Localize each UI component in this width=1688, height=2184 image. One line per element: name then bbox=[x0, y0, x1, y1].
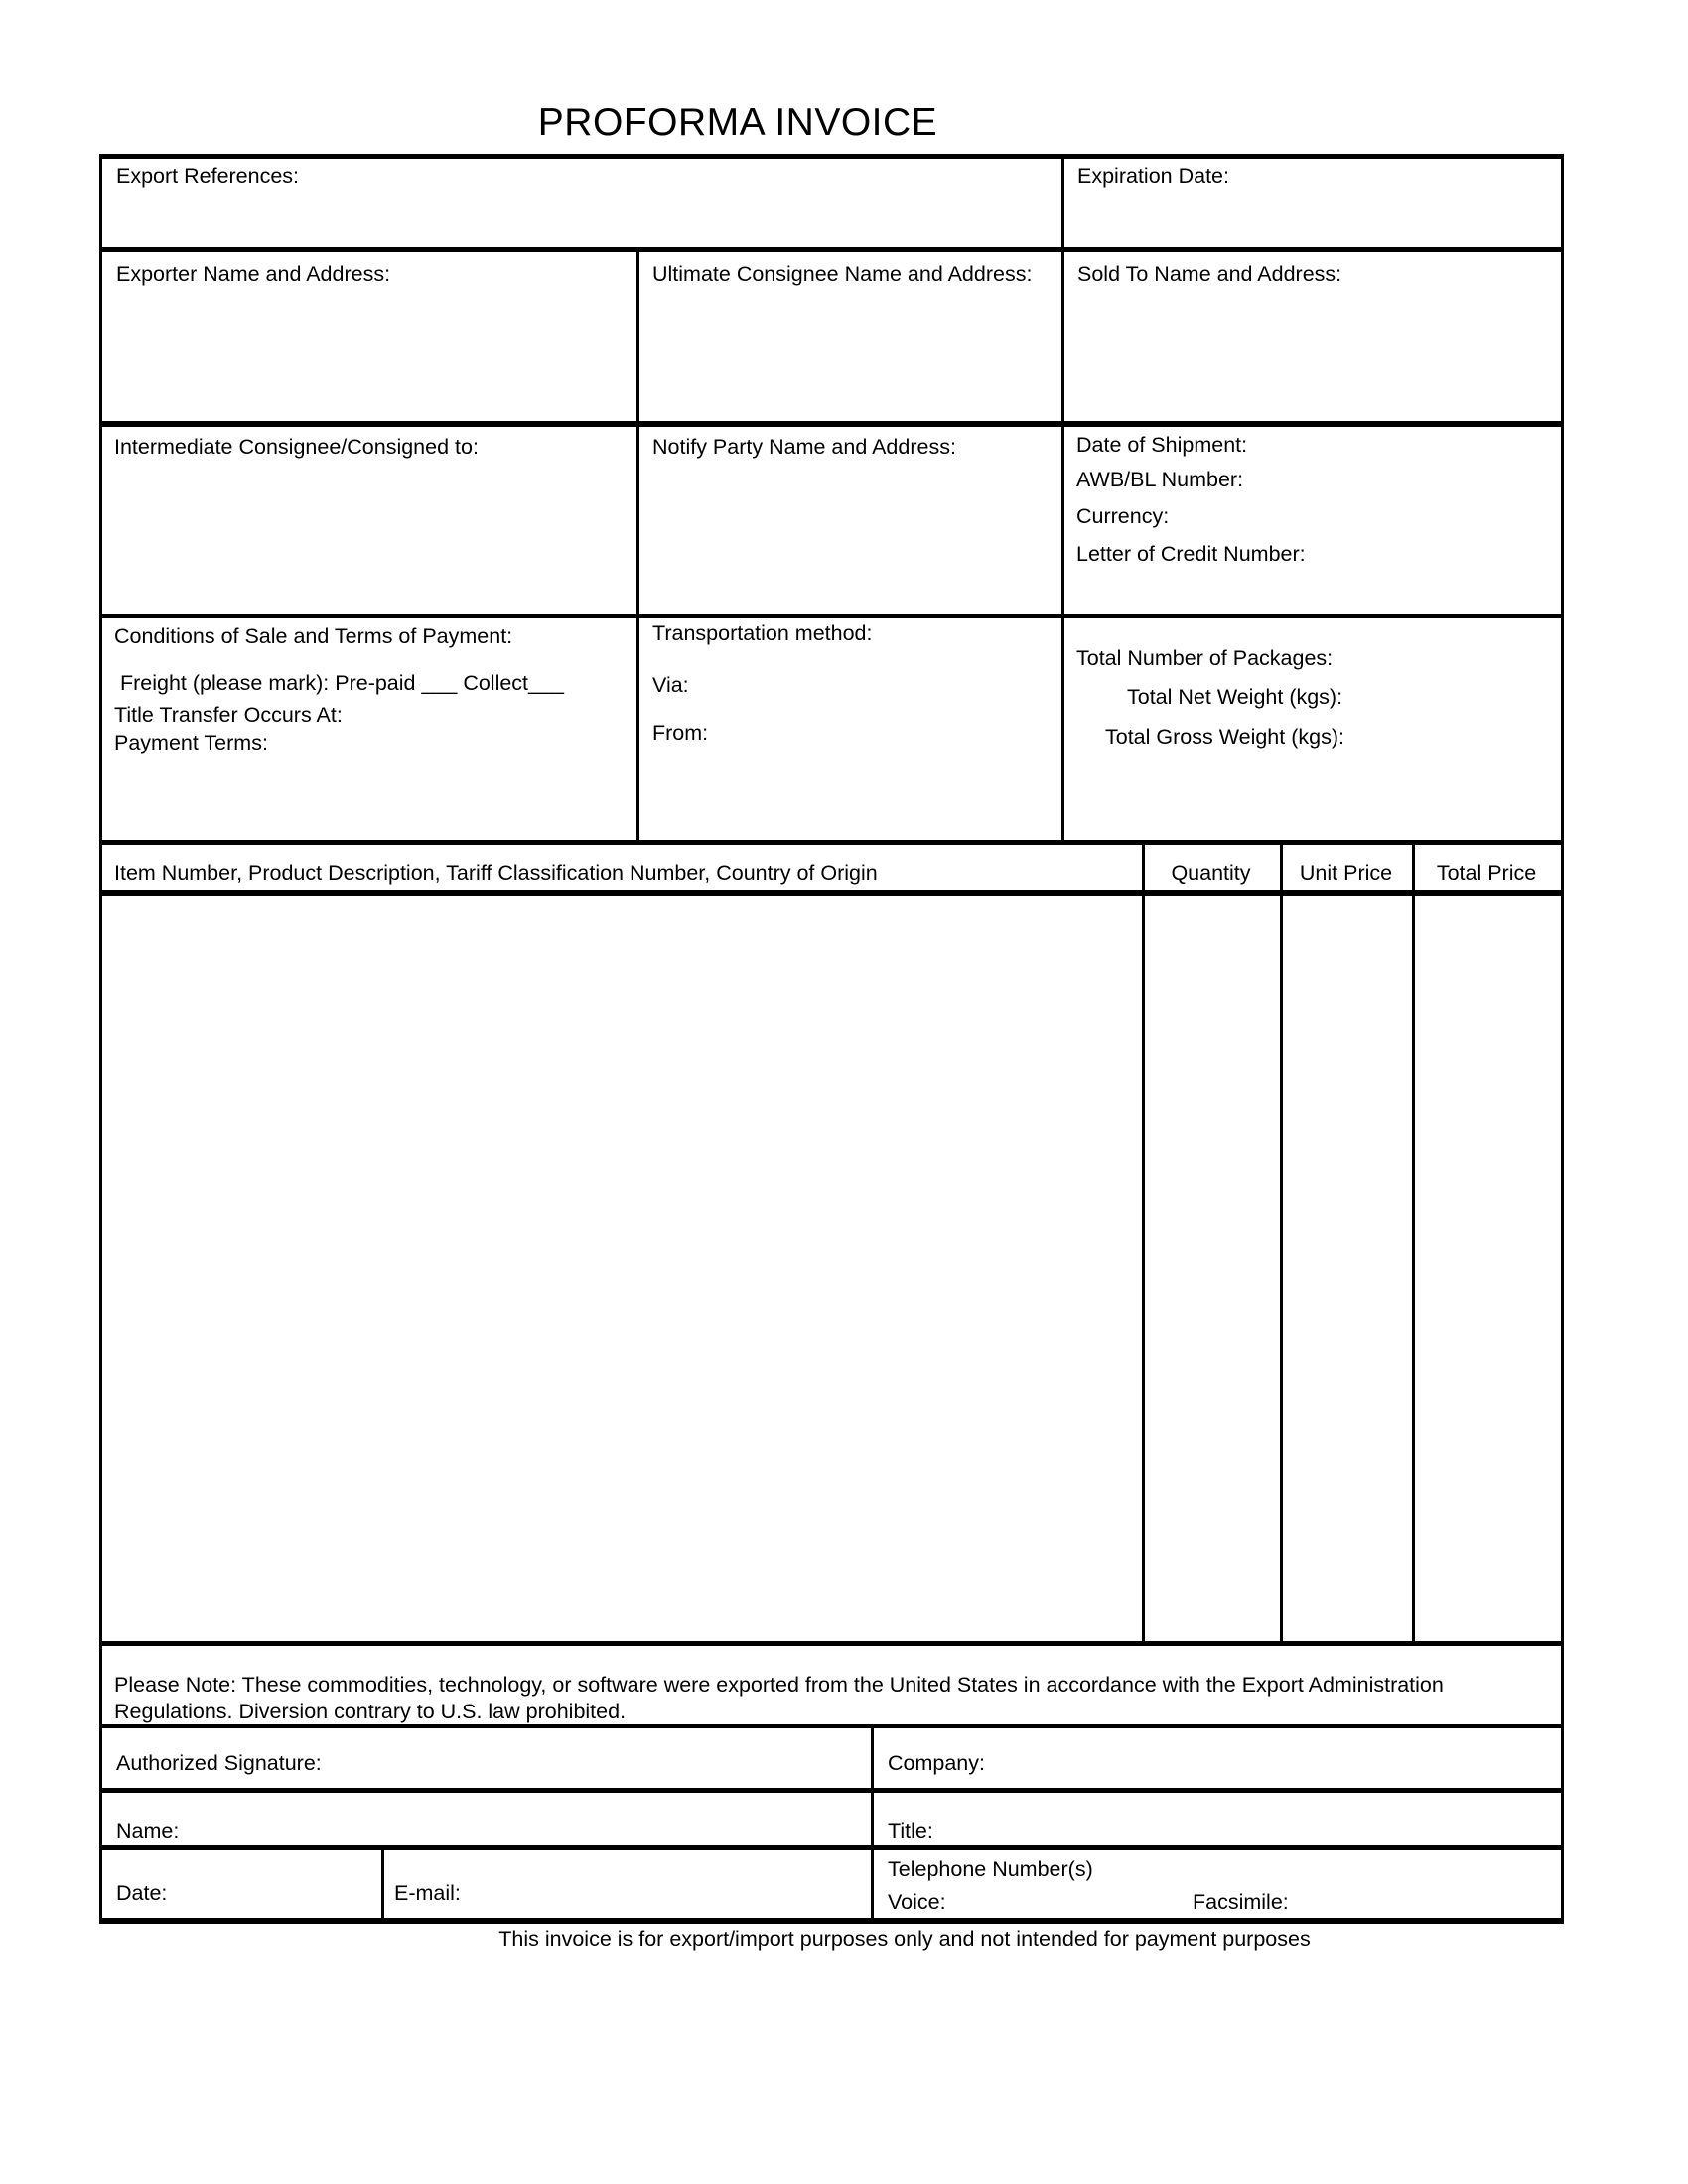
items-description-header: Item Number, Product Description, Tariff Classification Number, Country of Origin bbox=[114, 861, 878, 885]
label-total-packages: Total Number of Packages: bbox=[1076, 646, 1334, 670]
items-total-price-header: Total Price bbox=[1436, 861, 1537, 885]
label-date: Date: bbox=[116, 1881, 168, 1905]
label-via: Via: bbox=[652, 673, 689, 697]
label-from: From: bbox=[652, 721, 709, 745]
label-sold-to: Sold To Name and Address: bbox=[1077, 262, 1342, 286]
divider-signature-col bbox=[871, 1724, 874, 1924]
label-title-transfer: Title Transfer Occurs At: bbox=[114, 703, 343, 727]
label-title: Title: bbox=[888, 1819, 933, 1843]
row-line-2 bbox=[99, 421, 1564, 427]
page-title: PROFORMA INVOICE bbox=[537, 101, 938, 144]
label-voice: Voice: bbox=[888, 1890, 946, 1914]
label-authorized-signature: Authorized Signature: bbox=[116, 1751, 322, 1775]
row-line-4 bbox=[99, 840, 1564, 845]
divider-unitprice-col bbox=[1280, 840, 1283, 1646]
divider-totalprice-col bbox=[1412, 840, 1415, 1646]
row-line-3 bbox=[99, 614, 1564, 618]
label-export-references: Export References: bbox=[116, 164, 300, 188]
label-facsimile: Facsimile: bbox=[1193, 1890, 1289, 1914]
divider-quantity-col bbox=[1142, 840, 1145, 1646]
label-ultimate-consignee: Ultimate Consignee Name and Address: bbox=[652, 262, 1033, 286]
label-freight-mark: Freight (please mark): Pre-paid ___ Collect___ bbox=[114, 671, 564, 695]
label-notify-party: Notify Party Name and Address: bbox=[652, 435, 956, 459]
export-note-line-1: Please Note: These commodities, technology, or software were exported from the United States in accordance with the Export Administration bbox=[114, 1673, 1444, 1697]
table-border-right bbox=[1561, 154, 1564, 1924]
export-note-line-2: Regulations. Diversion contrary to U.S. law prohibited. bbox=[114, 1700, 627, 1723]
name-bottom-line bbox=[99, 1845, 1564, 1850]
divider-col-middle bbox=[636, 247, 639, 843]
row-line-1 bbox=[99, 247, 1564, 252]
divider-date-email bbox=[381, 1845, 384, 1924]
label-name: Name: bbox=[116, 1819, 180, 1843]
label-total-gross-weight: Total Gross Weight (kgs): bbox=[1105, 725, 1344, 749]
label-company: Company: bbox=[888, 1751, 985, 1775]
label-awb-bl-number: AWB/BL Number: bbox=[1076, 468, 1244, 491]
label-conditions-of-sale: Conditions of Sale and Terms of Payment: bbox=[114, 624, 513, 648]
label-transportation-method: Transportation method: bbox=[652, 621, 873, 645]
form-table bbox=[99, 154, 1564, 1924]
note-bottom-line bbox=[99, 1724, 1564, 1728]
table-border-top bbox=[99, 154, 1564, 159]
table-border-left bbox=[99, 154, 102, 1924]
items-unit-price-header: Unit Price bbox=[1299, 861, 1393, 885]
signature-bottom-line bbox=[99, 1788, 1564, 1793]
items-quantity-header: Quantity bbox=[1171, 861, 1251, 885]
label-payment-terms: Payment Terms: bbox=[114, 731, 268, 754]
label-email: E-mail: bbox=[394, 1881, 461, 1905]
table-border-bottom bbox=[99, 1918, 1564, 1924]
label-telephone: Telephone Number(s) bbox=[888, 1857, 1093, 1881]
items-bottom-line bbox=[99, 1641, 1564, 1646]
label-date-of-shipment: Date of Shipment: bbox=[1076, 433, 1248, 457]
footer-disclaimer: This invoice is for export/import purposes only and not intended for payment purposes bbox=[498, 1927, 1311, 1951]
label-letter-of-credit: Letter of Credit Number: bbox=[1076, 542, 1306, 566]
label-currency: Currency: bbox=[1076, 504, 1170, 528]
label-intermediate-consignee: Intermediate Consignee/Consigned to: bbox=[114, 435, 479, 459]
items-header-line bbox=[99, 890, 1564, 896]
label-exporter: Exporter Name and Address: bbox=[116, 262, 391, 286]
label-total-net-weight: Total Net Weight (kgs): bbox=[1127, 685, 1343, 709]
divider-col-right bbox=[1061, 154, 1064, 843]
label-expiration-date: Expiration Date: bbox=[1077, 164, 1229, 188]
